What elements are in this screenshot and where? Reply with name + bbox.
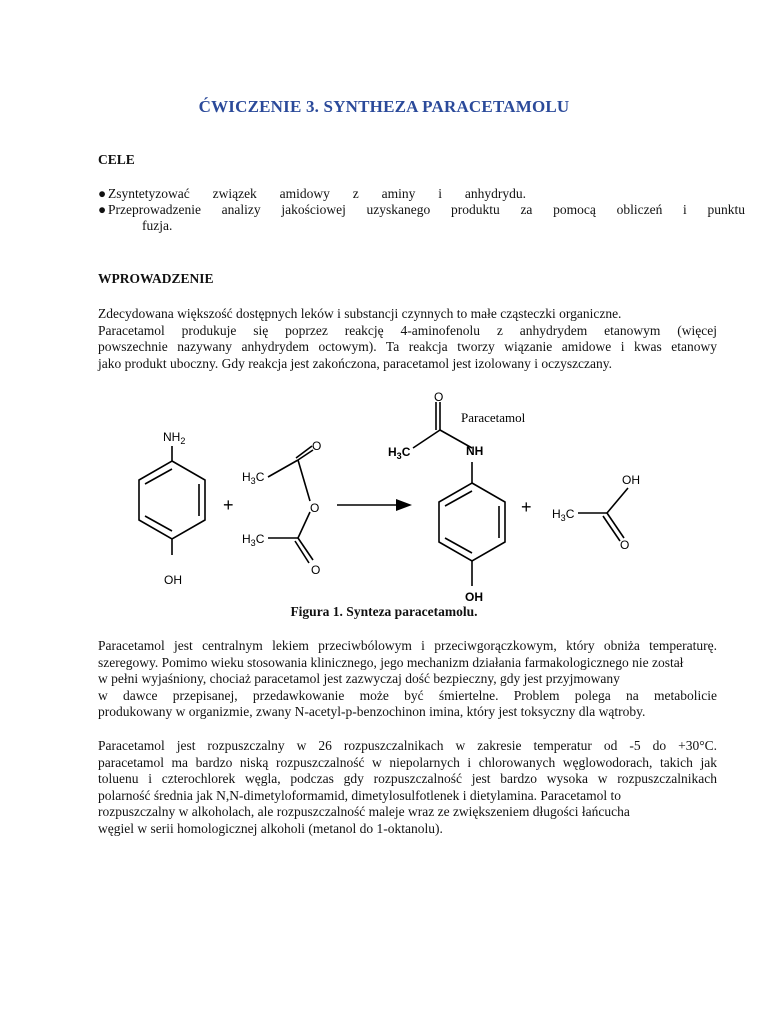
paragraph-line: Zdecydowana większość dostępnych leków i substancji czynnych to małe cząsteczki organiczne. bbox=[98, 306, 622, 321]
paragraph-line: Paracetamol jest rozpuszczalny w 26 rozpuszczalnikach w zakresie temperatur od -5 do +30°C. bbox=[98, 738, 717, 753]
atom-label: $H_3C$ bbox=[552, 507, 575, 523]
section-heading-intro: WPROWADZENIE bbox=[98, 271, 214, 286]
paragraph-line: powszechnie nazywany anhydrydem octowym). Ta reakcja tworzy wiązanie amidowe i kwas etanowy bbox=[98, 339, 717, 354]
paragraph-line: węgiel w serii homologicznej alkoholi (metanol do 1-oktanolu). bbox=[98, 820, 443, 836]
atom-label: $H_3C$ bbox=[242, 532, 265, 548]
goal-text: fuzja. bbox=[142, 218, 173, 233]
paragraph-line: w dawce przepisanej, przedawkowanie może być śmiertelne. Problem polega na metabolicie bbox=[98, 687, 717, 703]
paragraph-line: paracetamol ma bardzo niską rozpuszczalność w niepolarnych i chlorowanych węglowodorach, takich jak bbox=[98, 754, 717, 770]
atom-label: O bbox=[312, 439, 322, 453]
atom-label: $H_3C$ bbox=[388, 445, 411, 461]
goals-list bbox=[98, 186, 745, 234]
reaction-scheme-figure bbox=[0, 380, 768, 602]
intro-paragraph bbox=[98, 306, 717, 372]
paragraph-line: jako produkt uboczny. Gdy reakcja jest zakończona, paracetamol jest izolowany i oczyszczany. bbox=[98, 355, 613, 371]
paragraph-line: polarność średnia jak N,N-dimetyloformamid, dimetylosulfotlenek i dietylamina. Paracetamol to bbox=[98, 787, 621, 803]
paragraph-line: Paracetamol produkuje się poprzez reakcję 4-aminofenolu z anhydrydem etanowym (więcej bbox=[98, 322, 717, 338]
figure-caption: Figura 1. Synteza paracetamolu. bbox=[290, 604, 478, 619]
paragraph-line: Paracetamol jest centralnym lekiem przeciwbólowym i przeciwgorączkowym, który obniża temperaturę. bbox=[98, 638, 717, 653]
paragraph-line: w pełni wyjaśniony, chociaż paracetamol jest zazwyczaj dość bezpieczny, gdy jest przyjmowany bbox=[98, 671, 620, 686]
atom-label: OH bbox=[622, 473, 640, 487]
product-label: Paracetamol bbox=[461, 410, 526, 425]
bullet-marker: ● bbox=[98, 186, 107, 201]
goal-text: Zsyntetyzować związek amidowy z aminy i anhydrydu. bbox=[108, 186, 526, 201]
plus-sign: + bbox=[223, 495, 234, 515]
atom-label: O bbox=[434, 390, 444, 404]
atom-label: $NH_2$ bbox=[163, 430, 186, 446]
atom-label: O bbox=[620, 538, 630, 552]
atom-label: O bbox=[310, 501, 320, 515]
bullet-marker: ● bbox=[98, 202, 107, 217]
atom-label: $H_3C$ bbox=[242, 470, 265, 486]
list-item-continuation bbox=[98, 218, 745, 234]
atom-label: OH bbox=[164, 573, 182, 587]
list-item bbox=[98, 202, 745, 218]
atom-label: OH bbox=[465, 590, 483, 602]
atom-label: NH bbox=[466, 444, 484, 458]
paragraph-3 bbox=[98, 738, 717, 837]
atom-label: O bbox=[311, 563, 321, 577]
paragraph-line: rozpuszczalny w alkoholach, ale rozpuszczalność maleje wraz ze zwiększeniem długości łańcucha bbox=[98, 804, 630, 819]
paragraph-line: szeregowy. Pomimo wieku stosowania klinicznego, jego mechanizm działania farmakologicznego nie został bbox=[98, 654, 684, 670]
goal-text: Przeprowadzenie analizy jakościowej uzyskanego produktu za pomocą obliczeń i punktu bbox=[108, 202, 745, 217]
paragraph-2 bbox=[98, 638, 717, 721]
arrow-head-icon bbox=[396, 499, 412, 511]
benzene-ring bbox=[139, 461, 205, 539]
paragraph-line: produkowany w organizmie, zwany N-acetyl-p-benzochinon imina, który jest toksyczny dla wątroby. bbox=[98, 704, 646, 719]
plus-sign: + bbox=[521, 497, 532, 517]
section-heading-goals: CELE bbox=[98, 152, 135, 167]
list-item bbox=[98, 186, 745, 202]
paragraph-line: toluenu i czterochlorek węgla, podczas gdy rozpuszczalność jest bardzo wysoka w rozpuszczalnikach bbox=[98, 771, 717, 786]
page-title: ĆWICZENIE 3. SYNTHEZA PARACETAMOLU bbox=[198, 97, 570, 116]
